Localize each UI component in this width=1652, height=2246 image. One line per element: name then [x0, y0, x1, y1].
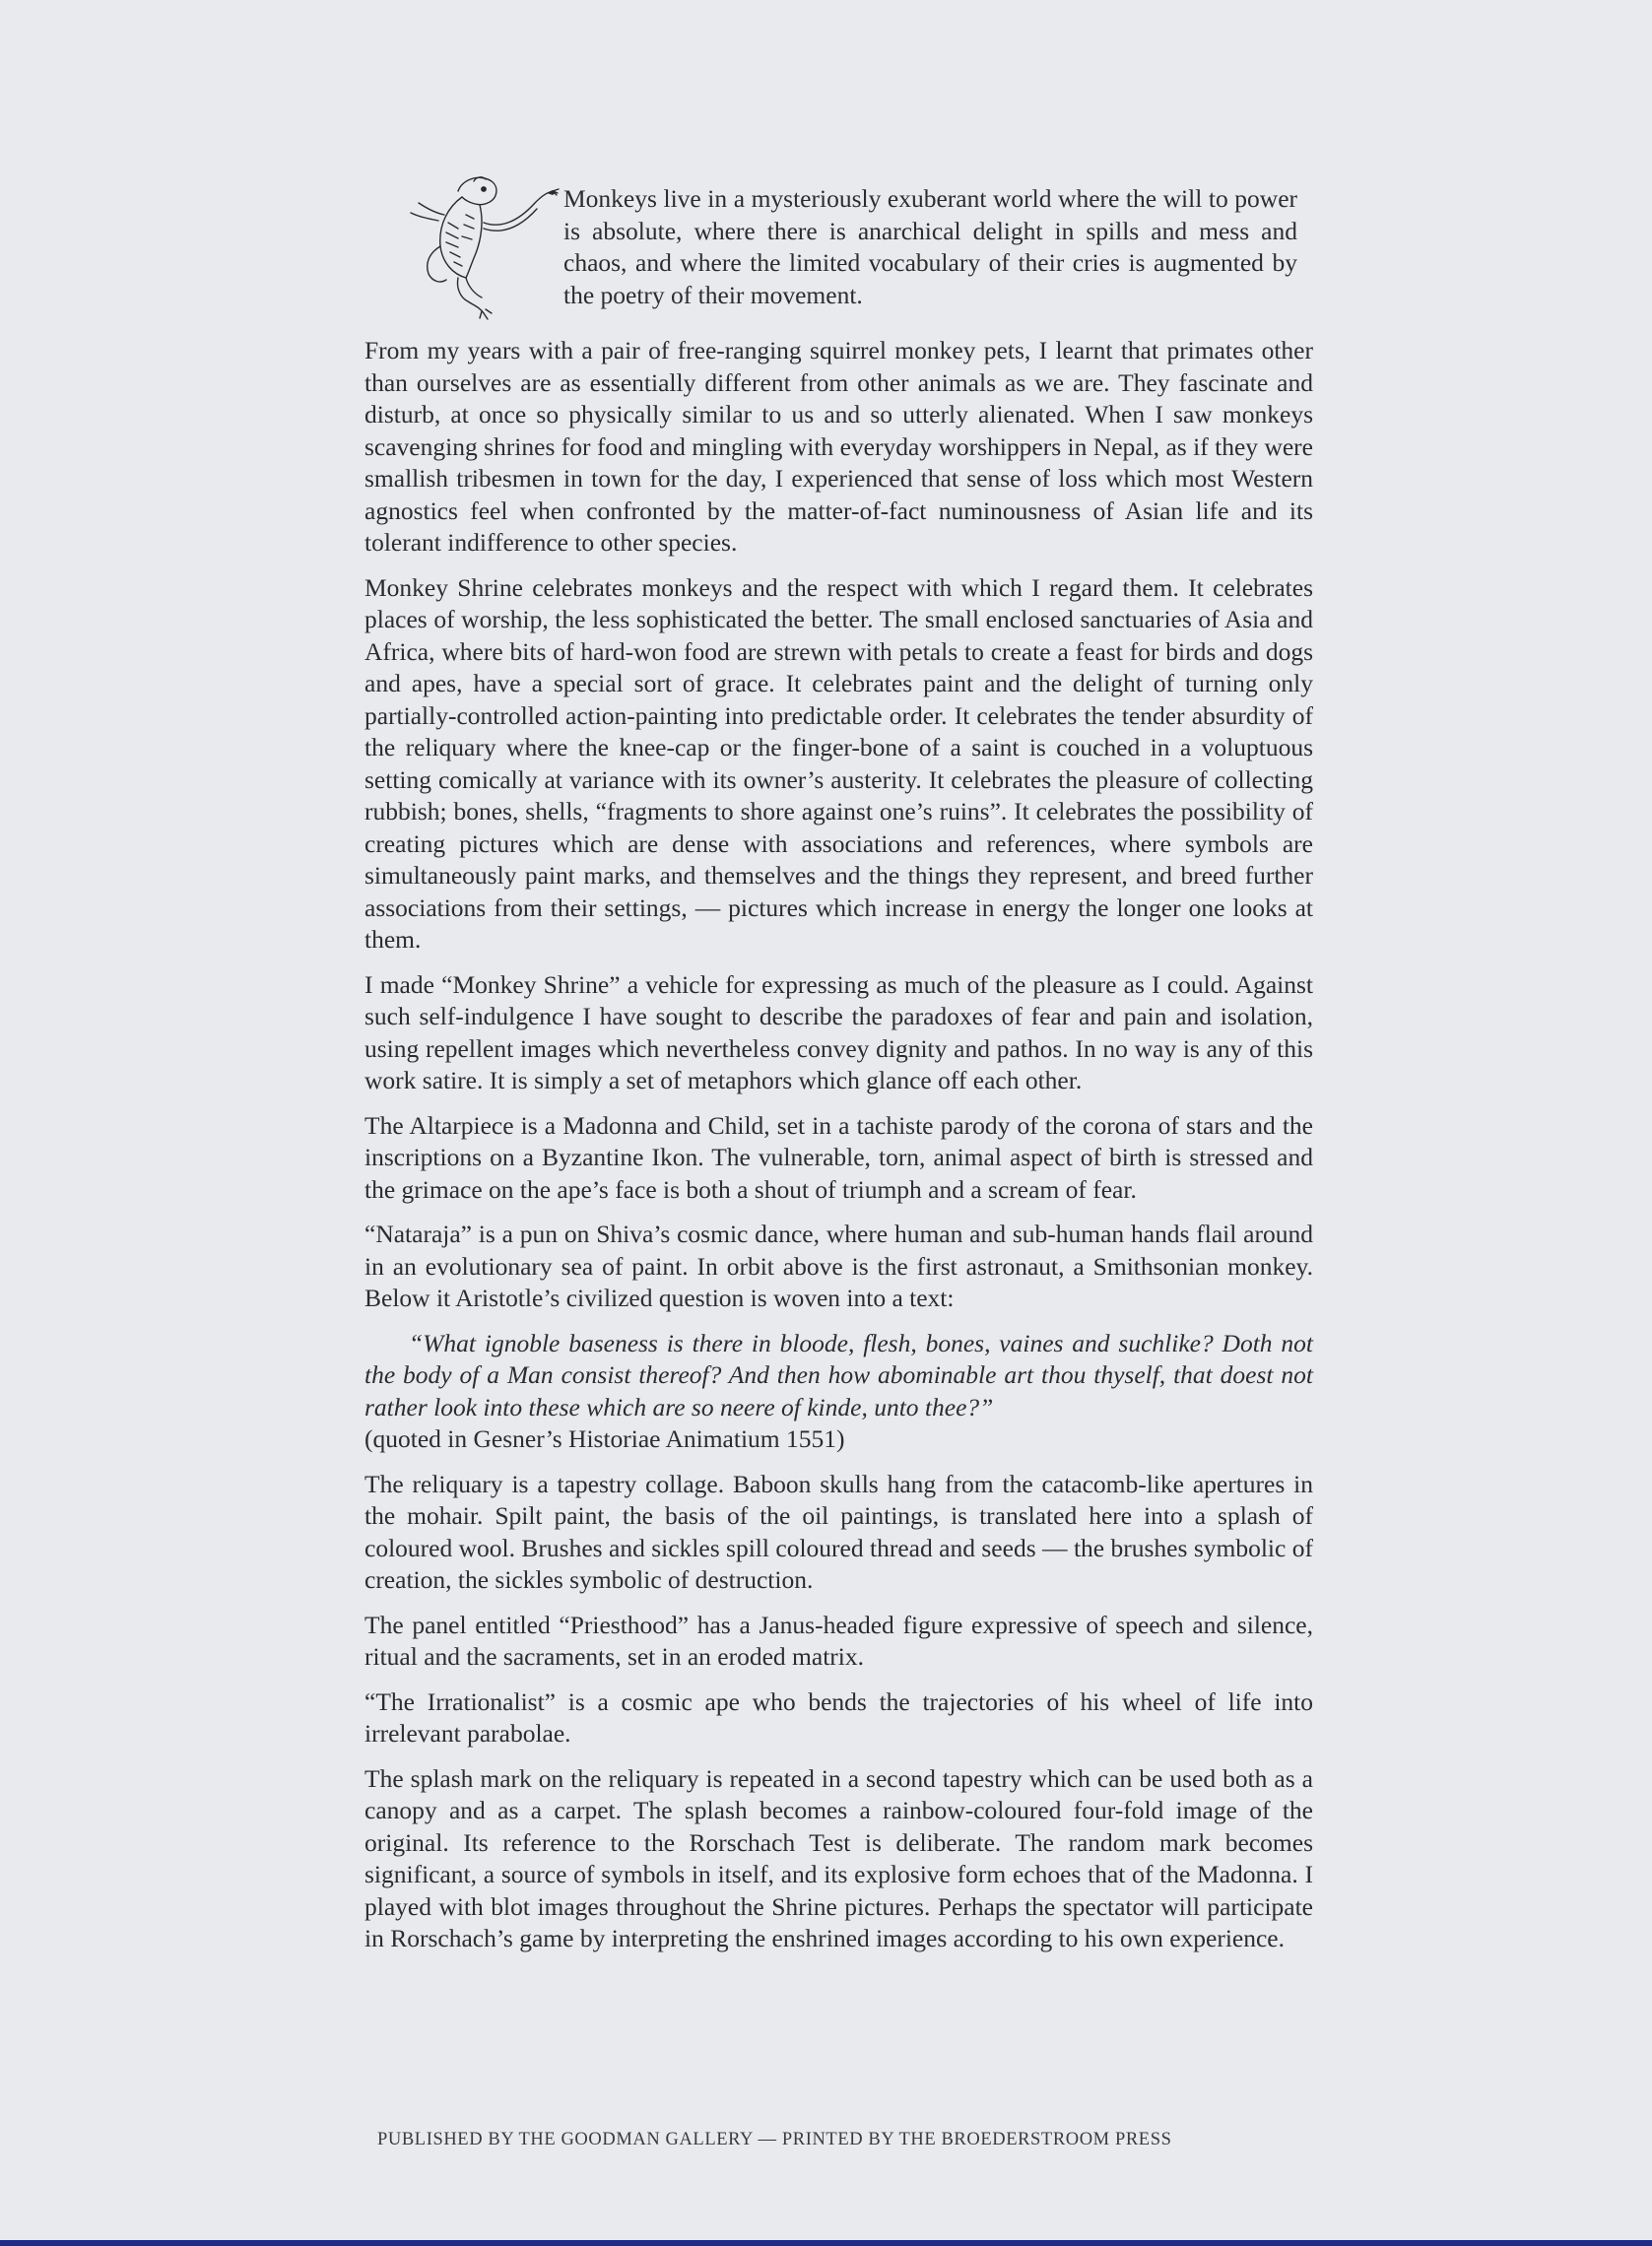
quote-citation: (quoted in Gesner’s Historiae Animatium 1551) — [364, 1424, 845, 1453]
paragraph-5: “Nataraja” is a pun on Shiva’s cosmic dance, where human and sub-human hands flail around in an evolutionary sea of paint. In orbit above is the first astronaut, a Smithsonian monkey. Below it Aristotle’s civilized question is woven into a text: — [364, 1220, 1313, 1312]
publisher-footer: PUBLISHED BY THE GOODMAN GALLERY — PRINTED BY THE BROEDERSTROOM PRESS — [377, 2130, 1172, 2149]
paragraph-2: Monkey Shrine celebrates monkeys and the respect with which I regard them. It celebrates places of worship, the less sophisticated the better. The small enclosed sanctuaries of Asia and Africa, where bits of hard-won food are strewn with petals to create a feast for birds and dogs and apes, have a special sort of grace. It celebrates paint and the delight of turning only partially-controlled action-painting into predictable order. It celebrates the tender absurdity of the reliquary where the knee-cap or the finger-bone of a saint is couched in a voluptuous setting comically at variance with its owner’s austerity. It celebrates the pleasure of collecting rubbish; bones, shells, “fragments to shore against one’s ruins”. It celebrates the possibility of creating pictures which are dense with associations and references, where symbols are simultaneously paint marks, and themselves and the things they represent, and breed further associations from their settings, — pictures which increase in energy the longer one looks at them. — [364, 572, 1313, 954]
monkey-drawing-icon — [389, 164, 566, 321]
paragraph-4: The Altarpiece is a Madonna and Child, set in a tachiste parody of the corona of stars and the inscriptions on a Byzantine Ikon. The vulnerable, torn, animal aspect of birth is stressed and the grimace on the ape’s face is both a shout of triumph and a scream of fear. — [364, 1110, 1313, 1204]
intro-paragraph: Monkeys live in a mysteriously exuberant world where the will to power is absolute, where there is anarchical delight in spills and mess and chaos, and where the limited vocabulary of their cries is augmented by the poetry of their movement. — [563, 184, 1297, 309]
paragraph-3: I made “Monkey Shrine” a vehicle for expressing as much of the pleasure as I could. Against such self-indulgence I have sought to describe the paradoxes of fear and pain and isolation, using repellent images which nevertheless convey dignity and pathos. In no way is any of this work satire. It is simply a set of metaphors which glance off each other. — [364, 969, 1313, 1094]
paragraph-9: The splash mark on the reliquary is repeated in a second tapestry which can be used both as a canopy and as a carpet. The splash becomes a rainbow-coloured four-fold image of the original. Its reference to the Rorschach Test is deliberate. The random mark becomes significant, a source of symbols in itself, and its explosive form echoes that of the Madonna. I played with blot images throughout the Shrine pictures. Perhaps the spectator will participate in Rorschach’s game by interpreting the enshrined images according to his own experience. — [364, 1763, 1313, 1952]
paragraph-6: The reliquary is a tapestry collage. Baboon skulls hang from the catacomb-like apertures in the mohair. Spilt paint, the basis of the oil paintings, is translated here into a splash of coloured wool. Brushes and sickles spill coloured thread and seeds — the brushes symbolic of creation, the sickles symbolic of destruction. — [364, 1469, 1313, 1594]
intro-block — [364, 183, 1313, 331]
text-column — [364, 183, 1313, 1968]
paragraph-7: The panel entitled “Priesthood” has a Janus-headed figure expressive of speech and silence, ritual and the sacraments, set in an eroded matrix. — [364, 1610, 1313, 1671]
bottom-rule — [0, 2240, 1652, 2246]
aristotle-quote: “What ignoble baseness is there in bloode, flesh, bones, vaines and suchlike? Doth not the body of a Man consist thereof? And then how abominable art thou thyself, that doest not rather look into these which are so neere of kinde, unto thee?” — [364, 1328, 1313, 1421]
paragraph-1: From my years with a pair of free-ranging squirrel monkey pets, I learnt that primates other than ourselves are as essentially different from other animals as we are. They fascinate and disturb, at once so physically similar to us and so utterly alienated. When I saw monkeys scavenging shrines for food and mingling with everyday worshippers in Nepal, as if they were smallish tribesmen in town for the day, I experienced that sense of loss which most Western agnostics feel when confronted by the matter-of-fact numinousness of Asian life and its tolerant indifference to other species. — [364, 336, 1313, 557]
paragraph-8: “The Irrationalist” is a cosmic ape who bends the trajectories of his wheel of life into irrelevant parabolae. — [364, 1686, 1313, 1748]
